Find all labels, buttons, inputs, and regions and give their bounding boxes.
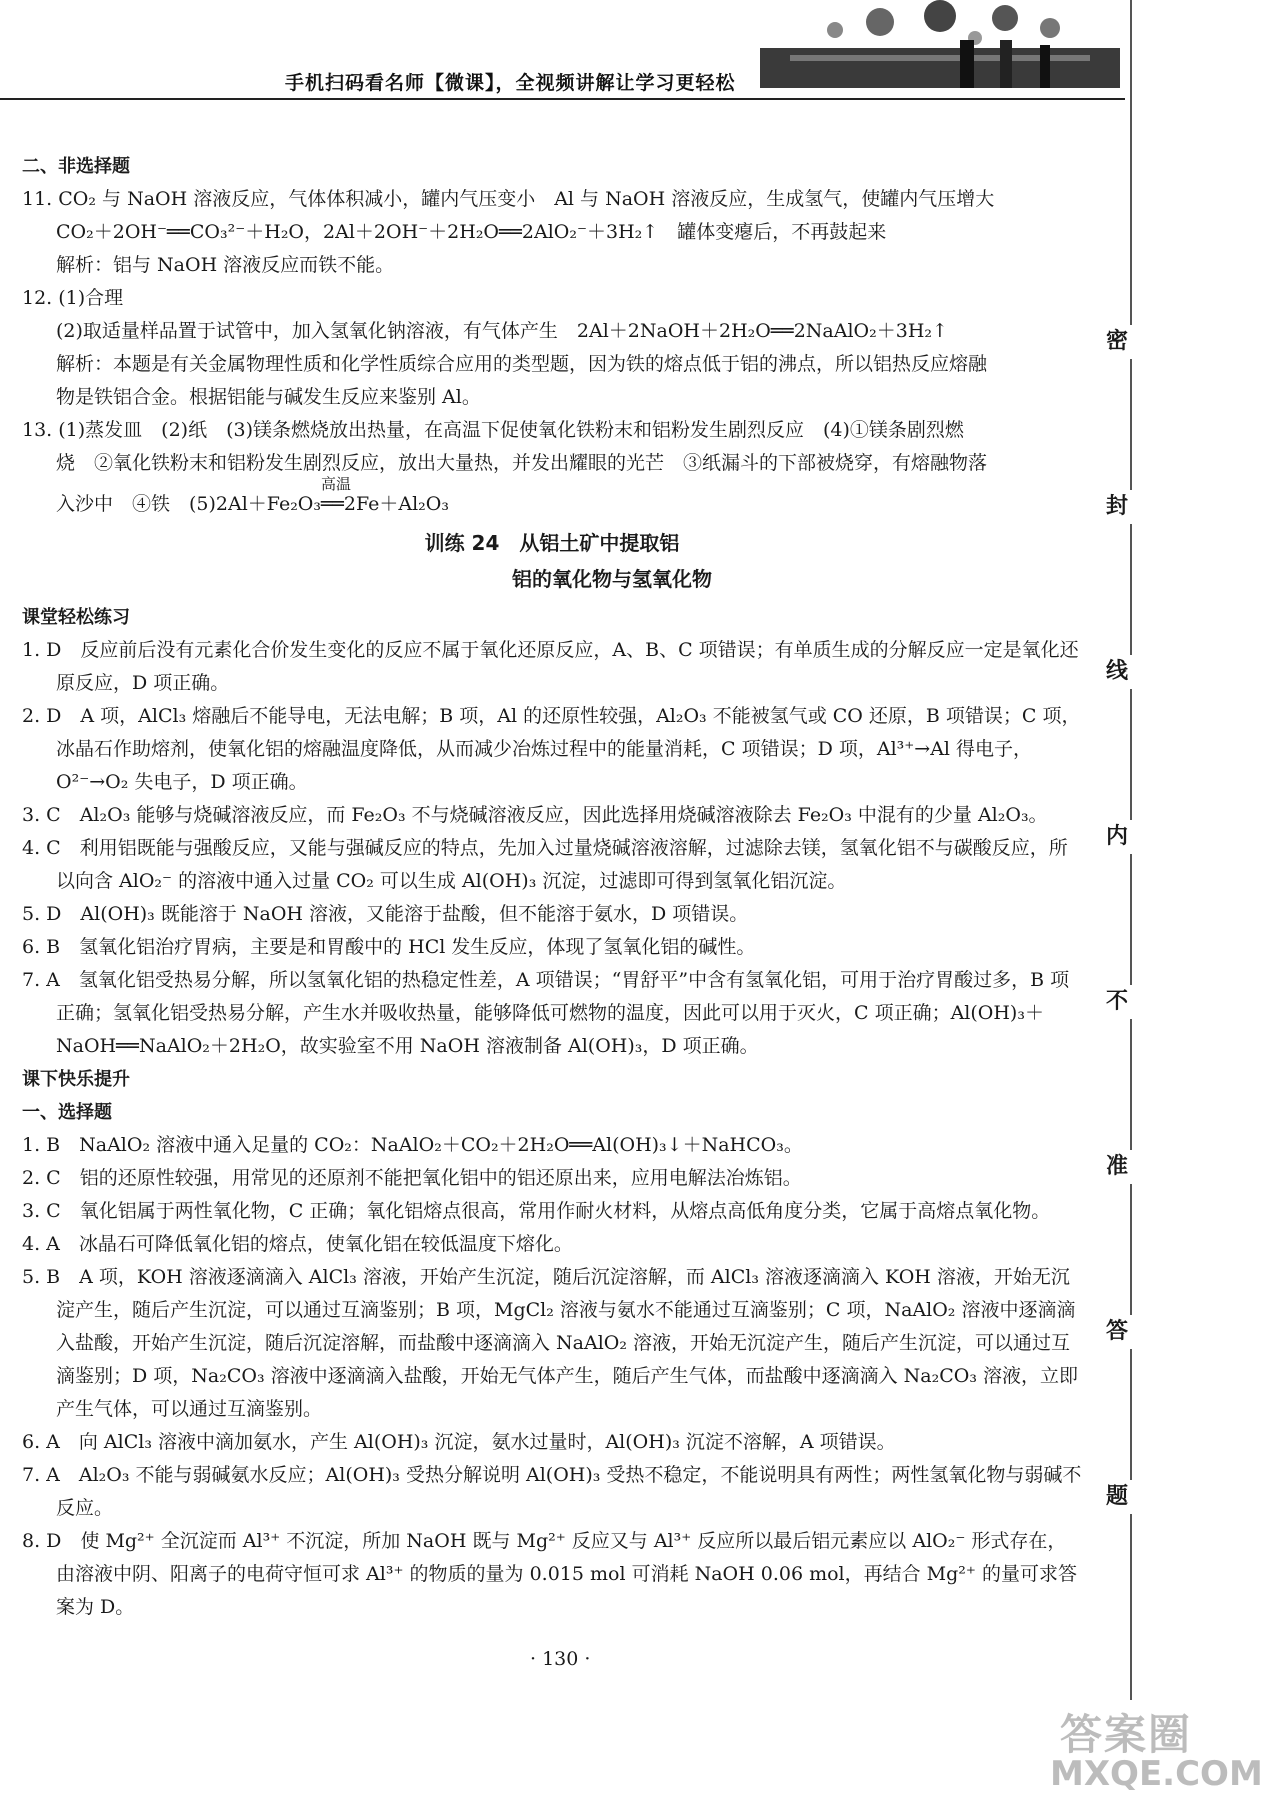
page-number: · 130 · — [530, 1648, 591, 1670]
equation-part: 2Fe＋Al₂O₃ — [343, 493, 449, 515]
answer-line: CO₂＋2OH⁻══CO₃²⁻＋H₂O，2Al＋2OH⁻＋2H₂O══2AlO₂⁻＋3H₂↑ 罐体变瘪后，不再鼓起来 — [56, 221, 887, 243]
answer-item: 2. C 铝的还原性较强，用常见的还原剂不能把氧化铝中的铝还原出来，应用电解法冶炼铝。 — [22, 1167, 802, 1189]
header-rule — [0, 98, 1125, 100]
answer-item: 5. B A 项，KOH 溶液逐滴滴入 AlCl₃ 溶液，开始产生沉淀，随后沉淀溶解，而 AlCl₃ 溶液逐滴滴入 KOH 溶液，开始无沉淀产生，随后产生沉淀，可以通过互滴鉴别；B 项，MgCl₂ 溶液与氨水不能通过互滴鉴别；C 项，NaAlO₂ 溶液中逐滴滴入盐酸，开始产生沉淀，随后沉淀溶解，而盐酸中逐滴滴入 NaAlO₂ 溶液，开始无沉淀产生，随后产生沉淀，可以通过互滴鉴别；D 项，Na₂CO₃ 溶液中逐滴滴入盐酸，开始无气体产生，随后产生气体，而盐酸中逐滴滴入 Na₂CO₃ 溶液，立即产生气体，可以通过互滴鉴别。 — [22, 1266, 1078, 1420]
watermark-url: MXQE.COM — [1050, 1754, 1263, 1794]
seal-char: 准 — [1097, 1150, 1137, 1184]
answer-line: 物是铁铝合金。根据铝能与碱发生反应来鉴别 Al。 — [56, 386, 481, 408]
answer-line: 12. (1)合理 — [22, 287, 124, 309]
answer-line: 解析：铝与 NaOH 溶液反应而铁不能。 — [56, 254, 395, 276]
header-slogan: 手机扫码看名师【微课】，全视频讲解让学习更轻松 — [285, 72, 736, 94]
answer-line: (2)取适量样品置于试管中，加入氢氧化钠溶液，有气体产生 2Al＋2NaOH＋2H₂O══2NaAlO₂＋3H₂↑ — [56, 320, 948, 342]
answer-item: 3. C Al₂O₃ 能够与烧碱溶液反应，而 Fe₂O₃ 不与烧碱溶液反应，因此选择用烧碱溶液除去 Fe₂O₃ 中混有的少量 Al₂O₃。 — [22, 804, 1048, 826]
answer-line: 解析：本题是有关金属物理性质和化学性质综合应用的类型题，因为铁的熔点低于铝的沸点，所以铝热反应熔融 — [56, 353, 988, 375]
answer-item: 6. B 氢氧化铝治疗胃病，主要是和胃酸中的 HCl 发生反应，体现了氢氧化铝的碱性。 — [22, 936, 756, 958]
seal-char: 答 — [1097, 1315, 1137, 1349]
reaction-condition: 高温 — [321, 475, 352, 493]
answer-item: 6. A 向 AlCl₃ 溶液中滴加氨水，产生 Al(OH)₃ 沉淀，氨水过量时，Al(OH)₃ 沉淀不溶解，A 项错误。 — [22, 1431, 896, 1453]
answer-item: 5. D Al(OH)₃ 既能溶于 NaOH 溶液，又能溶于盐酸，但不能溶于氨水，D 项错误。 — [22, 903, 749, 925]
section-heading: 课下快乐提升 — [22, 1069, 130, 1090]
training-subtitle: 铝的氧化物与氢氧化物 — [512, 567, 712, 591]
answer-item: 8. D 使 Mg²⁺ 全沉淀而 Al³⁺ 不沉淀，所加 NaOH 既与 Mg²⁺ 反应又与 Al³⁺ 反应所以最后铝元素应以 AlO₂⁻ 形式存在，由溶液中阴、阳离子的电荷守恒可求 Al³⁺ 的物质的量为 0.015 mol 可消耗 NaOH 0.06 mol，再结合 Mg²⁺ 的量可求答案为 D。 — [22, 1530, 1077, 1618]
section-heading: 二、非选择题 — [22, 156, 130, 177]
seal-char: 密 — [1097, 325, 1137, 359]
reaction-arrow — [321, 475, 352, 521]
seal-char: 不 — [1097, 985, 1137, 1019]
answer-item: 3. C 氧化铝属于两性氧化物，C 正确；氧化铝熔点很高，常用作耐火材料，从熔点高低角度分类，它属于高熔点氧化物。 — [22, 1200, 1051, 1222]
answer-line: 11. CO₂ 与 NaOH 溶液反应，气体体积减小，罐内气压变小 Al 与 NaOH 溶液反应，生成氢气，使罐内气压增大 — [22, 188, 995, 210]
answer-item: 7. A 氢氧化铝受热易分解，所以氢氧化铝的热稳定性差，A 项错误；“胃舒平”中含有氢氧化铝，可用于治疗胃酸过多，B 项正确；氢氧化铝受热易分解，产生水并吸收热量，能够降低可燃物的温度，因此可以用于灭火，C 项正确；Al(OH)₃＋NaOH══NaAlO₂＋2H₂O，故实验室不用 NaOH 溶液制备 Al(OH)₃，D 项正确。 — [22, 969, 1070, 1057]
answer-item: 4. A 冰晶石可降低氧化铝的熔点，使氧化铝在较低温度下熔化。 — [22, 1233, 573, 1255]
watermark-logo: 答案圈 — [1060, 1710, 1193, 1759]
answer-item: 1. B NaAlO₂ 溶液中通入足量的 CO₂：NaAlO₂＋CO₂＋2H₂O══Al(OH)₃↓＋NaHCO₃。 — [22, 1134, 803, 1156]
section-heading: 一、选择题 — [22, 1102, 112, 1123]
equation-part: 入沙中 ④铁 (5)2Al＋Fe₂O₃ — [56, 493, 321, 515]
seal-char: 题 — [1097, 1480, 1137, 1514]
section-heading: 课堂轻松练习 — [22, 607, 130, 628]
seal-char: 内 — [1097, 820, 1137, 854]
answer-item: 2. D A 项，AlCl₃ 熔融后不能导电，无法电解；B 项，Al 的还原性较强，Al₂O₃ 不能被氢气或 CO 还原，B 项错误；C 项，冰晶石作助熔剂，使氧化铝的熔融温度降低，从而减少冶炼过程中的能量消耗，C 项错误；D 项，Al³⁺→Al 得电子，O²⁻→O₂ 失电子，D 项正确。 — [22, 705, 1081, 793]
answer-content — [22, 150, 1082, 1624]
answer-line-equation — [22, 475, 1082, 521]
answer-line: 13. (1)蒸发皿 (2)纸 (3)镁条燃烧放出热量，在高温下促使氧化铁粉末和铝粉发生剧烈反应 (4)①镁条剧烈燃 — [22, 419, 964, 441]
answer-item: 1. D 反应前后没有元素化合价发生变化的反应不属于氧化还原反应，A、B、C 项错误；有单质生成的分解反应一定是氧化还原反应，D 项正确。 — [22, 639, 1079, 694]
seal-char: 线 — [1097, 655, 1137, 689]
seal-char: 封 — [1097, 490, 1137, 524]
answer-line: 烧 ②氧化铁粉末和铝粉发生剧烈反应，放出大量热，并发出耀眼的光芒 ③纸漏斗的下部被烧穿，有熔融物落 — [56, 452, 988, 474]
training-title: 训练 24 从铝土矿中提取铝 — [424, 531, 680, 555]
answer-item: 4. C 利用铝既能与强酸反应，又能与强碱反应的特点，先加入过量烧碱溶液溶解，过滤除去镁，氢氧化铝不与碳酸反应，所以向含 AlO₂⁻ 的溶液中通入过量 CO₂ 可以生成 Al(OH)₃ 沉淀，过滤即可得到氢氧化铝沉淀。 — [22, 837, 1068, 892]
equals-sign: ══ — [321, 493, 344, 515]
answer-item: 7. A Al₂O₃ 不能与弱碱氨水反应；Al(OH)₃ 受热分解说明 Al(OH)₃ 受热不稳定，不能说明具有两性；两性氢氧化物与弱碱不反应。 — [22, 1464, 1082, 1519]
